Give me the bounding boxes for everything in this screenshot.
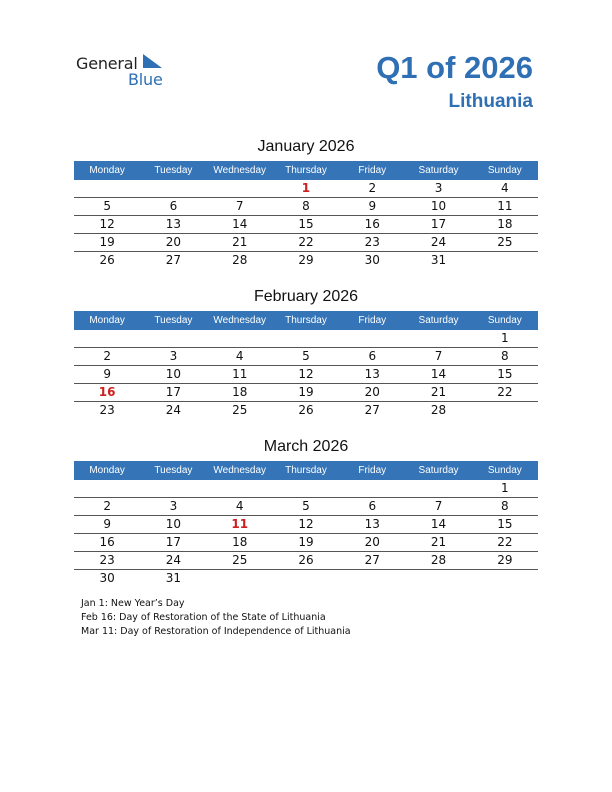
day-cell [140,330,206,347]
month-title: February 2026 [253,288,359,305]
page-title: Q1 of 2026 [376,50,533,85]
day-cell: 2 [103,349,111,363]
day-cell: 19 [298,535,314,549]
day-cell: 22 [298,235,314,249]
day-cell [74,180,140,197]
day-cell: 8 [302,199,310,213]
day-cell: 9 [103,367,111,381]
day-cell: 25 [497,235,513,249]
day-cell: 20 [364,535,380,549]
day-cell [472,252,538,269]
day-cell: 18 [232,385,248,399]
weeks-grid [74,180,538,269]
day-cell: 10 [165,517,182,531]
day-cell: 13 [165,217,182,231]
day-cell [207,480,273,497]
weekday-header [74,311,538,330]
day-cell: 22 [497,385,513,399]
week-row [74,570,538,587]
holiday-note: Mar 11: Day of Restoration of Independence of Lithuania [81,626,351,637]
day-cell: 27 [165,253,182,267]
day-cell: 3 [434,181,443,195]
day-cell [207,330,273,347]
day-cell [273,330,339,347]
day-cell: 12 [298,367,314,381]
day-cell: 31 [430,253,447,267]
weekday-label: Thursday [285,315,327,326]
day-cell: 6 [368,499,377,513]
weekday-label: Tuesday [154,165,193,176]
day-cell: 8 [501,499,509,513]
weekday-label: Wednesday [213,315,267,326]
logo [76,52,176,92]
day-cell: 7 [434,349,443,363]
day-cell: 9 [103,517,111,531]
day-cell: 8 [501,349,509,363]
day-cell: 21 [232,235,248,249]
day-cell: 9 [368,199,377,213]
day-cell: 11 [231,517,249,531]
weekday-label: Tuesday [154,465,193,476]
weekday-label: Thursday [285,165,327,176]
weekday-label: Sunday [487,165,522,176]
day-cell: 28 [232,253,248,267]
day-cell [339,480,405,497]
day-cell: 27 [364,553,380,567]
day-cell: 6 [368,349,377,363]
day-cell: 7 [235,199,244,213]
day-cell: 19 [99,235,115,249]
week-row [74,180,538,198]
week-row [74,252,538,269]
day-cell: 7 [434,499,443,513]
day-cell [74,480,140,497]
day-cell: 5 [302,499,310,513]
day-cell: 23 [99,403,115,417]
day-cell: 15 [298,217,314,231]
day-cell [339,570,405,587]
day-cell [273,570,339,587]
day-cell: 4 [235,499,244,513]
week-row [74,348,538,366]
weeks-grid [74,480,538,587]
day-cell: 26 [99,253,115,267]
day-cell [207,180,273,197]
day-cell: 12 [99,217,115,231]
weekday-label: Thursday [285,465,327,476]
week-row [74,480,538,498]
day-cell: 16 [99,535,115,549]
day-cell: 12 [298,517,314,531]
day-cell: 2 [103,499,111,513]
weekday-label: Monday [89,465,125,476]
day-cell [207,570,273,587]
day-cell: 5 [103,199,111,213]
day-cell [405,480,471,497]
weekday-label: Saturday [418,465,459,476]
day-cell: 25 [232,553,248,567]
day-cell: 19 [298,385,314,399]
day-cell: 2 [368,181,377,195]
day-cell: 18 [232,535,248,549]
week-row [74,384,538,402]
holiday-note: Jan 1: New Year’s Day [81,598,185,609]
month-march [74,437,538,587]
day-cell [405,330,471,347]
week-row [74,534,538,552]
day-cell: 24 [165,403,182,417]
holiday-note: Feb 16: Day of Restoration of the State of Lithuania [81,612,326,623]
weekday-label: Wednesday [213,165,267,176]
day-cell: 29 [497,553,513,567]
day-cell: 11 [497,199,513,213]
day-cell: 24 [165,553,182,567]
day-cell: 22 [497,535,513,549]
day-cell [140,180,206,197]
day-cell: 1 [501,331,509,345]
country-name: Lithuania [448,91,533,112]
day-cell: 25 [232,403,248,417]
day-cell: 26 [298,553,314,567]
day-cell: 6 [169,199,178,213]
day-cell: 31 [165,571,182,585]
day-cell: 16 [364,217,380,231]
day-cell: 3 [169,349,178,363]
day-cell: 30 [364,253,380,267]
day-cell: 28 [430,403,447,417]
day-cell: 28 [430,553,447,567]
week-row [74,234,538,252]
weekday-label: Tuesday [154,315,193,326]
day-cell: 4 [501,181,509,195]
day-cell: 14 [430,367,447,381]
day-cell [405,570,471,587]
day-cell: 15 [497,367,513,381]
weekday-label: Friday [358,465,387,476]
day-cell: 16 [98,385,116,399]
weeks-grid [74,330,538,419]
day-cell: 1 [301,181,311,195]
week-row [74,402,538,419]
logo-triangle-icon [143,54,162,68]
logo-general-text: General [76,54,138,73]
day-cell: 23 [364,235,380,249]
day-cell [339,330,405,347]
day-cell [273,480,339,497]
day-cell: 17 [165,385,182,399]
day-cell: 30 [99,571,115,585]
day-cell: 4 [235,349,244,363]
day-cell: 14 [232,217,248,231]
day-cell: 15 [497,517,513,531]
day-cell: 18 [497,217,513,231]
week-row [74,552,538,570]
week-row [74,498,538,516]
weekday-label: Saturday [418,165,459,176]
weekday-label: Friday [358,315,387,326]
day-cell: 26 [298,403,314,417]
month-title: March 2026 [263,438,349,455]
day-cell: 21 [430,385,447,399]
logo-blue-text: Blue [128,70,163,89]
day-cell: 11 [232,367,248,381]
day-cell [74,330,140,347]
day-cell: 23 [99,553,115,567]
weekday-label: Sunday [487,315,522,326]
day-cell: 5 [302,349,310,363]
weekday-label: Sunday [487,465,522,476]
day-cell: 13 [364,367,380,381]
day-cell [472,402,538,419]
month-february [74,287,538,419]
day-cell: 10 [165,367,182,381]
weekday-header [74,161,538,180]
day-cell [472,570,538,587]
week-row [74,198,538,216]
day-cell: 27 [364,403,380,417]
day-cell: 13 [364,517,380,531]
day-cell: 1 [501,481,509,495]
month-title: January 2026 [257,138,355,155]
month-january [74,137,538,269]
weekday-label: Monday [89,165,125,176]
week-row [74,330,538,348]
weekday-label: Saturday [418,315,459,326]
day-cell: 17 [165,535,182,549]
week-row [74,366,538,384]
day-cell: 20 [364,385,380,399]
holiday-notes [81,597,351,639]
day-cell: 17 [430,217,447,231]
day-cell: 21 [430,535,447,549]
day-cell [140,480,206,497]
day-cell: 29 [298,253,314,267]
day-cell: 24 [430,235,447,249]
day-cell: 3 [169,499,178,513]
weekday-label: Friday [358,165,387,176]
day-cell: 14 [430,517,447,531]
day-cell: 10 [430,199,447,213]
week-row [74,516,538,534]
weekday-label: Monday [89,315,125,326]
day-cell: 20 [165,235,182,249]
weekday-header [74,461,538,480]
week-row [74,216,538,234]
weekday-label: Wednesday [213,465,267,476]
